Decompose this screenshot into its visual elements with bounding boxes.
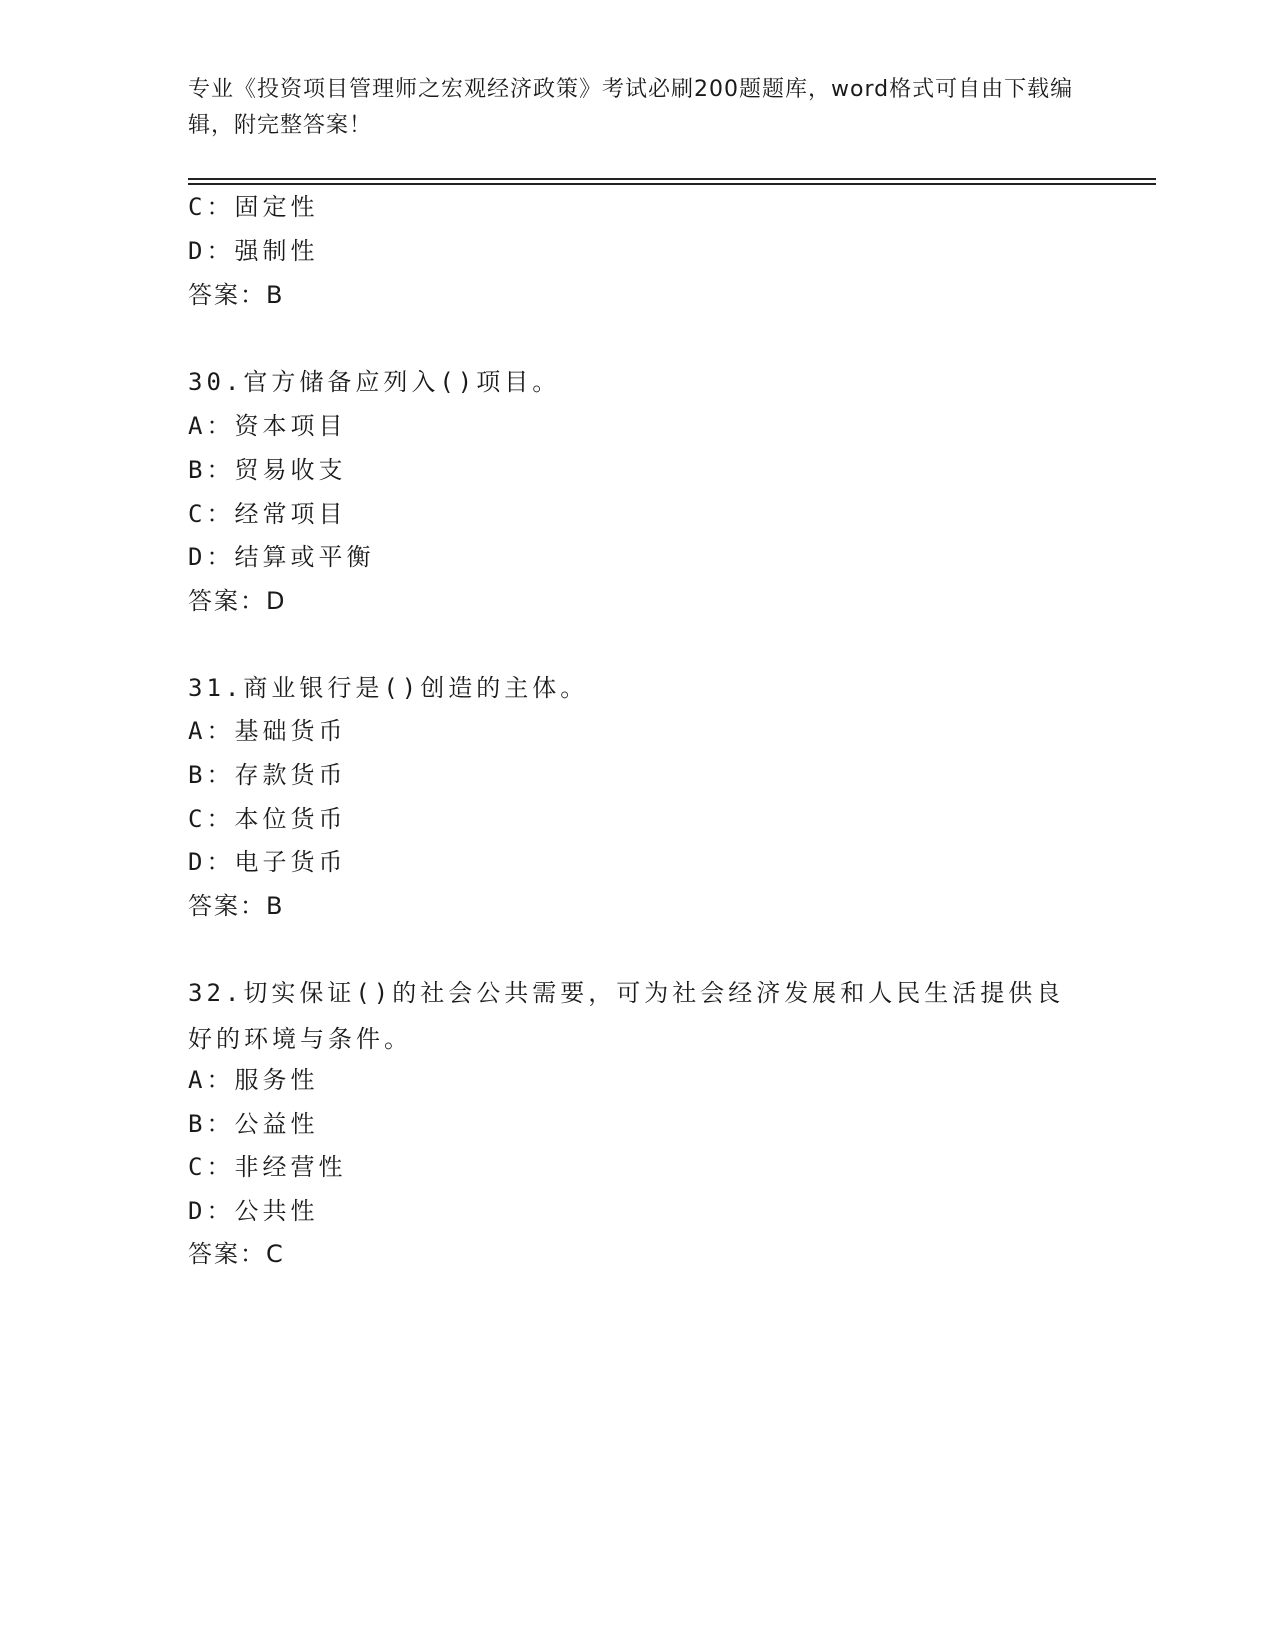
option-label: C：: [188, 1153, 235, 1181]
option-b: [188, 1107, 318, 1141]
answer: 答案：B: [188, 892, 285, 920]
option-text: 强制性: [234, 237, 319, 265]
header-divider-bottom: [188, 183, 1156, 185]
option-label: D：: [188, 237, 235, 265]
answer: 答案：C: [188, 1240, 285, 1268]
option-text: 结算或平衡: [234, 543, 375, 571]
header-divider-top: [188, 178, 1156, 180]
option-text: 资本项目: [234, 412, 347, 440]
option-text: 公共性: [234, 1197, 319, 1225]
option-text: 非经营性: [234, 1153, 347, 1181]
option-text: 电子货币: [234, 848, 347, 876]
option-b: [188, 758, 346, 792]
option-c: [188, 1150, 346, 1184]
answer: 答案：D: [188, 587, 287, 615]
option-label: C：: [188, 500, 235, 528]
question-stem: 31.商业银行是()创造的主体。: [188, 674, 589, 702]
option-label: A：: [188, 412, 235, 440]
option-text: 服务性: [234, 1066, 319, 1094]
option-label: B：: [188, 1110, 235, 1138]
option-text: 基础货币: [234, 717, 347, 745]
option-c: [188, 802, 346, 836]
option-d: [188, 540, 374, 574]
option-c: [188, 497, 346, 531]
option-label: A：: [188, 1066, 235, 1094]
option-text: 存款货币: [234, 761, 347, 789]
option-b: [188, 453, 346, 487]
option-text: 固定性: [234, 193, 319, 221]
option-label: D：: [188, 543, 235, 571]
option-d: [188, 1194, 318, 1228]
option-label: C：: [188, 805, 235, 833]
option-label: D：: [188, 848, 235, 876]
option-text: 贸易收支: [234, 456, 347, 484]
question-stem: 30.官方储备应列入()项目。: [188, 368, 561, 396]
option-label: D：: [188, 1197, 235, 1225]
option-text: 经常项目: [234, 500, 347, 528]
option-label: C：: [188, 193, 235, 221]
option-a: [188, 714, 346, 748]
document-header: 专业《投资项目管理师之宏观经济政策》考试必刷200题题库，word格式可自由下载编辑，附完整答案！: [188, 77, 1074, 138]
option-label: A：: [188, 717, 235, 745]
option-c: [188, 190, 318, 224]
answer: 答案：B: [188, 281, 285, 309]
option-d: [188, 845, 346, 879]
option-a: [188, 409, 346, 443]
option-label: B：: [188, 761, 235, 789]
option-text: 本位货币: [234, 805, 347, 833]
option-text: 公益性: [234, 1110, 319, 1138]
option-label: B：: [188, 456, 235, 484]
option-d: [188, 234, 318, 268]
question-stem: 32.切实保证()的社会公共需要，可为社会经济发展和人民生活提供良好的环境与条件。: [188, 979, 1065, 1053]
option-a: [188, 1063, 318, 1097]
